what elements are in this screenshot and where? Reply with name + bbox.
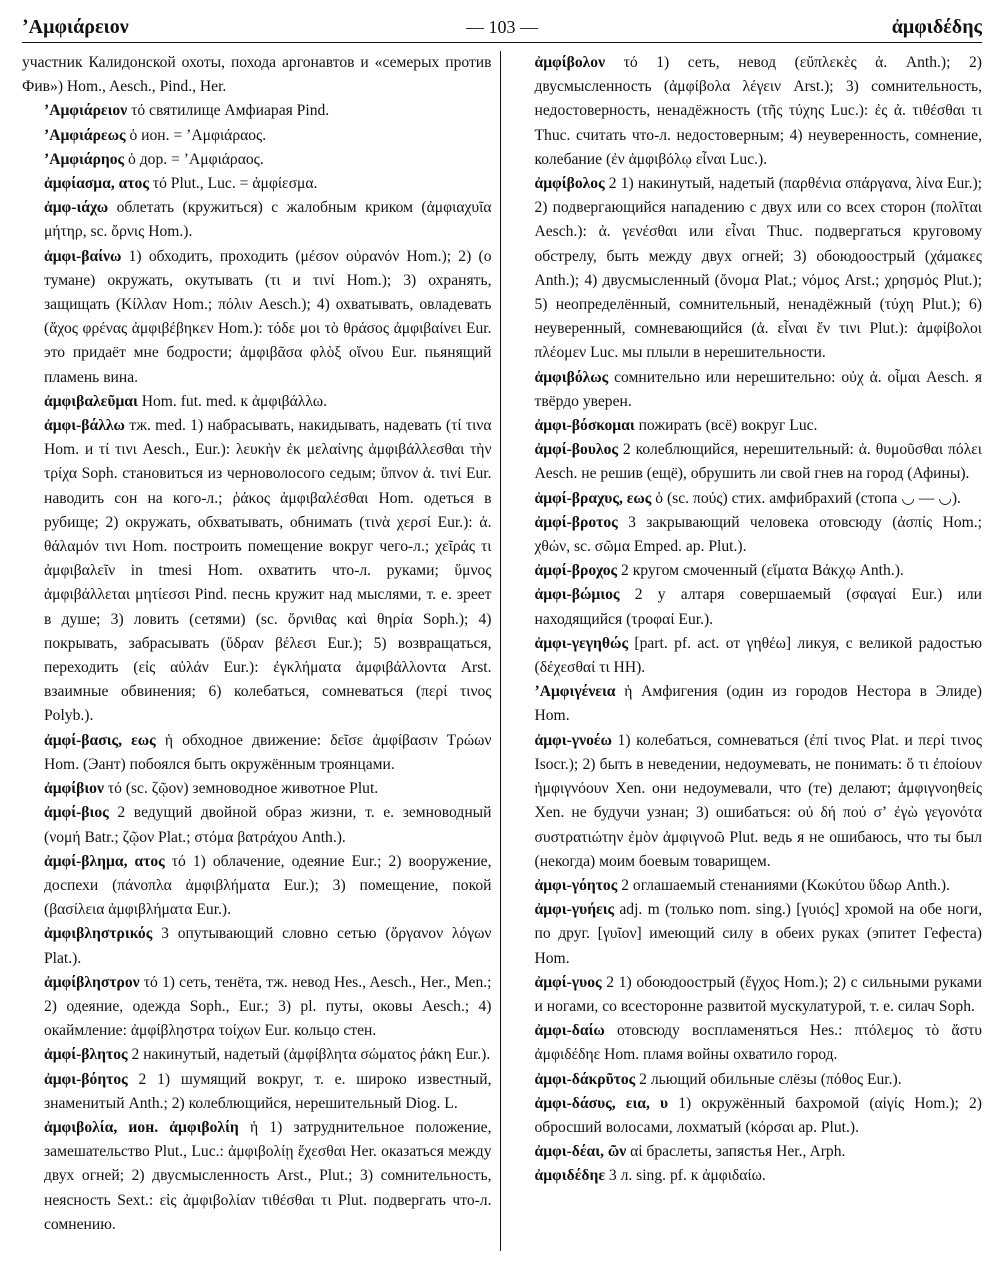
entry-headword: ἀμφί-βροχος [534, 562, 618, 580]
dictionary-entry [513, 438, 983, 486]
entry-definition: облетать (кружиться) с жалобным криком (ἀμφιαχυῖα μήτηρ, sc. ὄρνις Hom.). [44, 199, 492, 241]
dictionary-entry [513, 511, 983, 559]
dictionary-entry [22, 801, 492, 849]
entry-headword: ἀμφι-δαίω [534, 1022, 605, 1040]
entry-definition: 2 накинутый, надетый (ἀμφίβλητα σώματος ῥάκη Eur.). [127, 1046, 491, 1064]
dictionary-entry [22, 1116, 492, 1237]
entry-headword: ἀμφι-γνοέω [534, 731, 612, 749]
dictionary-entry [22, 971, 492, 1044]
entry-definition: участник Калидонской охоты, похода аргонавтов и «семерых против Фив») Hom., Aesch., Pind., Her. [22, 54, 492, 96]
entry-headword: ἀμφιβληστρικός [44, 925, 153, 943]
entry-definition: 2 оглашаемый стенаниями (Κωκύτου ὕδωρ Anth.). [617, 876, 950, 894]
entry-definition: 1) колебаться, сомневаться (ἐπί τινος Plat. и περί τινος Isocr.); 2) быть в неведении, недоумевать, не понимать: ὅ τι ἐποίουν ἠμφιγνόουν Xen. они недоумевали, что (те) делают; ἀμφιγνοηθείς Xen. не будучи узнан; 3) ошибаться: οὐ δή πού σʼ ἐγὼ γεγονότα συστρατιώτην ἐμὸν ἀμφιγνοῶ Plut. ведь я не ошибаюсь, что ты был (некогда) моим боевым товарищем. [534, 731, 982, 870]
dictionary-entry [513, 874, 983, 898]
dictionary-entry [22, 850, 492, 923]
entry-definition: Hom. fut. med. к ἀμφιβάλλω. [137, 392, 328, 410]
entry-headword: ἀμφι-βάλλω [44, 417, 125, 435]
columns [22, 51, 982, 1251]
entry-definition: 2 1) накинутый, надетый (παρθένια σπάργανα, λίνα Eur.); 2) подвергающийся нападению с двух или со всех сторон (πολῖται Aesch.): ἀ. γενέσθαι или εἶναι Thuc. подвергаться круговому обстрелу, быть между двух огней; 3) обоюдоострый (χάμακες Anth.); 4) двусмысленный (ὄνομα Plat.; νόμος Arst.; χρησμός Plut.); 5) неопределённый, сомнительный, ненадёжный (τύχη Plut.); 6) неуверенный, сомневающийся (ἀ. εἶναι ἔν τινι Plut.): ἀμφίβολοι πλέομεν Luc. мы плыли в нерешительности. [534, 175, 982, 362]
dictionary-entry [22, 99, 492, 123]
entry-headword: ἀμφιβολία, ион. ἀμφιβολίη [44, 1118, 239, 1136]
entry-headword: ἀμφί-βραχυς, εως [534, 489, 652, 507]
entry-headword: ἀμφι-γυήεις [534, 901, 615, 919]
entry-definition: ὁ ион. = ʼΑμφιάραος. [125, 126, 267, 144]
entry-definition: ἡ Амфигения (один из городов Нестора в Элиде) Hom. [534, 683, 982, 725]
entry-headword: ἀμφίβολον [534, 54, 606, 71]
entry-definition: сомнительно или нерешительно: οὐχ ἀ. οἶμαι Aesch. я твёрдо уверен. [534, 368, 982, 410]
entry-headword: ἀμφί-βλημα, ατος [44, 852, 165, 870]
entry-definition: τό 1) сеть, невод (εὔπλεκὲς ἀ. Anth.); 2) двусмысленность (ἀμφίβολα λέγειν Arst.); 3) сомнительность, недостоверность, ненадёжность (τῆς τύχης Luc.): ἐς ἀ. τιθέσθαι τι Thuc. считать что-л. недостоверным; 4) неуверенность, сомнение, колебание (ἐν ἀμφιβόλῳ εἶναι Luc.). [534, 54, 982, 168]
entry-headword: ἀμφι-βόσκομαι [534, 417, 635, 435]
dictionary-entry [513, 172, 983, 366]
entry-headword: ʼΑμφιάρειον [44, 102, 128, 120]
entry-definition: 1) окружённый бахромой (αἰγίς Hom.); 2) обросший волосами, лохматый (κόρσαι ap. Plut.). [534, 1094, 982, 1136]
entry-definition: [part. pf. act. от γηθέω] ликуя, с великой радостью (δέχεσθαί τι HH). [534, 634, 982, 677]
dictionary-entry [513, 51, 983, 172]
dictionary-entry [513, 971, 983, 1019]
dictionary-entry [513, 680, 983, 728]
dictionary-entry [22, 196, 492, 244]
entry-definition: 2 колеблющийся, нерешительный: ἀ. θυμοῦσθαι πόλει Aesch. не решив (ещё), обрушить ли свой гнев на город (Афины). [534, 441, 982, 483]
dictionary-entry [513, 1019, 983, 1067]
entry-definition: τό (sc. ζῷον) земноводное животное Plut. [103, 780, 379, 798]
entry-definition: τό 1) сеть, тенёта, тж. невод Hes., Aesch., Her., Men.; 2) одеяние, одежда Soph., Eur.; 3) pl. путы, оковы Aesch.; 4) окаймление: ἀμφίβληστρα τοίχων Eur. кольцо стен. [44, 973, 492, 1040]
entry-headword: ἀμφί-βασις, εως [44, 731, 156, 749]
dictionary-entry [513, 1092, 983, 1140]
entry-definition: τό Plut., Luc. = ἀμφίεσμα. [148, 175, 318, 193]
entry-definition: ἡ 1) затруднительное положение, замешательство Plut., Luc.: ἀμφιβολίῃ ἔχεσθαι Her. оказаться между двух огней; 2) двусмысленность Arst., Plut.; 3) сомнительность, неясность Sext.: εἰς ἀμφιβολίαν τιθέσθαι τι Plut. подвергать что-л. сомнению. [44, 1118, 492, 1233]
entry-headword: ἀμφι-γόητος [534, 876, 618, 894]
entry-headword: ἀμφι-δάσυς, εια, υ [534, 1094, 669, 1112]
entry-headword: ἀμφ-ιάχω [44, 199, 109, 217]
entry-headword: ἀμφί-βροτος [534, 513, 618, 531]
entry-headword: ʼΑμφιγένεια [534, 683, 616, 701]
left-column [22, 51, 500, 1251]
dictionary-entry [22, 390, 492, 414]
entry-headword: ἀμφίβιον [44, 780, 104, 798]
entry-headword: ἀμφίβληστρον [44, 973, 140, 991]
entry-headword: ἀμφι-βόητος [44, 1070, 128, 1088]
entry-definition: 3 закрывающий человека отовсюду (ἀσπίς Hom.; χθών, sc. σῶμα Emped. ap. Plut.). [534, 513, 982, 556]
entry-headword: ἀμφίβολος [534, 175, 605, 193]
dictionary-entry [22, 245, 492, 390]
dictionary-entry [513, 487, 983, 511]
entry-definition: 3 л. sing. pf. к ἀμφιδαίω. [604, 1167, 766, 1185]
entry-definition: αἱ браслеты, запястья Her., Arph. [626, 1143, 846, 1161]
entry-headword: ἀμφι-βώμιος [534, 586, 620, 604]
page-number: — 103 — [466, 17, 538, 37]
dictionary-entry [513, 898, 983, 971]
dictionary-entry [22, 414, 492, 729]
entry-headword: ʼΑμφιάρεως [44, 126, 126, 144]
entry-definition: 2 1) обоюдоострый (ἔγχος Hom.); 2) с сильными руками и ногами, со всесторонне развитой мускулатурой, т. е. силач Soph. [534, 973, 982, 1015]
dictionary-entry [22, 1043, 492, 1067]
entry-definition: 2 у алтаря совершаемый (σφαγαί Eur.) или находящийся (τροφαί Eur.). [534, 586, 982, 628]
entry-definition: 2 1) шумящий вокруг, т. е. широко известный, знаменитый Anth.; 2) колеблющийся, нерешительный Diog. L. [44, 1070, 492, 1112]
dictionary-entry [22, 922, 492, 970]
right-column [501, 51, 983, 1251]
entry-headword: ἀμφι-γεγηθώς [534, 634, 629, 652]
entry-headword: ἀμφι-βαίνω [44, 247, 122, 265]
dictionary-entry [22, 777, 492, 801]
header-right-guideword: ἀμφιδέδης [891, 16, 982, 38]
dictionary-entry [22, 51, 492, 99]
dictionary-entry [22, 1068, 492, 1116]
entry-headword: ἀμφίασμα, ατος [44, 175, 149, 193]
entry-definition: 1) обходить, проходить (μέσον οὐρανόν Hom.); 2) (о тумане) окружать, окутывать (τι и τινί Hom.); 3) охранять, защищать (Κίλλαν Hom.; πόλιν Aesch.); 4) охватывать, овладевать (ἄχος φρένας ἀμφιβέβηκεν Hom.): τόδε μοι τὸ θράσος ἀμφιβαίνει Eur. это придаёт мне бодрости; ἀμφιβᾶσα φλὸξ οἴνου Eur. пьянящий пламень вина. [44, 247, 492, 386]
dictionary-entry [513, 1068, 983, 1092]
dictionary-entry [513, 366, 983, 414]
entry-headword: ἀμφιβαλεῦμαι [44, 392, 138, 410]
entry-definition: тж. med. 1) набрасывать, накидывать, надевать (τί τινα Hom. и τί τινι Aesch., Eur.): λευκὴν ἐκ μελαίνης ἀμφιβάλλεσθαι τὴν τρίχα Soph. становиться из черноволосого седым; ὕπνον ἀ. τινί Eur. наводить сон на кого-л.; ῥάκος ἀμφιβαλέσθαι Hom. одеться в рубище; 2) окружать, обхватывать, обнимать (τινὰ χερσί Eur.): ἀ. θάλαμόν τινι Hom. построить помещение вокруг чего-л.; χεῖράς τι ἀμφιβαλεῖν in tmesi Hom. охватить что-л. руками; ὕμνος ἀμφιβάλλεται μητίεσσι Pind. песнь кружит над мыслями, т. е. зреет в душе; 3) ловить (сетями) (sc. ὄρνιθας καὶ θηρία Soph.); 4) покрывать, забрасывать (ὕδραν βέλεσι Eur.); 5) возвращаться, переходить (εἰς αὐλάν Eur.): ἐγκλήματα ἀμφιβάλλοντα Arst. взаимные обвинения; 6) колебаться, сомневаться (περί τινος Polyb.). [44, 417, 492, 725]
entry-definition: 2 льющий обильные слёзы (πόθος Eur.). [635, 1070, 902, 1088]
entry-headword: ἀμφί-γυος [534, 973, 602, 991]
dictionary-entry [22, 124, 492, 148]
dictionary-entry [22, 172, 492, 196]
entry-headword: ἀμφί-βουλος [534, 441, 618, 459]
header-left-guideword: ʼΑμφιάρειον [22, 16, 129, 38]
page-header [22, 12, 982, 43]
entry-headword: ʼΑμφιάρηος [44, 150, 125, 168]
entry-definition: 2 ведущий двойной образ жизни, т. е. земноводный (νομή Batr.; ζῷον Plat.; στόμα βατράχου Anth.). [44, 804, 492, 846]
dictionary-entry [513, 583, 983, 631]
dictionary-entry [513, 632, 983, 680]
dictionary-entry [513, 729, 983, 874]
entry-headword: ἀμφί-βιος [44, 804, 109, 822]
dictionary-entry [513, 1140, 983, 1164]
dictionary-entry [513, 1164, 983, 1188]
dictionary-entry [513, 414, 983, 438]
entry-definition: ὁ (sc. πούς) стих. амфибрахий (стопа ◡ — ◡). [651, 489, 961, 507]
entry-headword: ἀμφιβόλως [534, 368, 609, 386]
entry-definition: пожирать (всё) вокруг Luc. [634, 417, 818, 435]
dictionary-entry [22, 729, 492, 777]
dictionary-entry [513, 559, 983, 583]
entry-definition: τό святилище Амфиарая Pind. [127, 102, 330, 120]
dictionary-entry [22, 148, 492, 172]
entry-definition: отовсюду воспламеняться Hes.: πτόλεμος τὸ ἄστυ ἀμφιδέδηε Hom. пламя войны охватило город. [534, 1022, 982, 1064]
entry-headword: ἀμφιδέδηε [534, 1167, 605, 1185]
entry-definition: τό 1) облачение, одеяние Eur.; 2) вооружение, доспехи (πάνοπλα ἀμφιβλήματα Eur.); 3) помещение, покой (βασίλεια ἀμφιβλήματα Eur.). [44, 852, 492, 919]
entry-headword: ἀμφι-δέαι, ῶν [534, 1143, 627, 1161]
entry-headword: ἀμφι-δάκρῦτος [534, 1070, 636, 1088]
entry-definition: ἡ обходное движение: δεῖσε ἀμφίβασιν Τρώων Hom. (Эант) побоялся быть окружённым троянцами. [44, 731, 492, 773]
entry-definition: ὁ дор. = ʼΑμφιάραος. [124, 150, 264, 168]
entry-headword: ἀμφί-βλητος [44, 1046, 128, 1064]
entry-definition: adj. m (только nom. sing.) [γυιός] хромой на обе ноги, по друг. [γυῖον] имеющий силу в обеих руках (эпитет Гефеста) Hom. [534, 901, 982, 967]
entry-definition: 2 кругом смоченный (εἵματα Βάκχῳ Anth.). [617, 562, 904, 580]
entry-definition: 3 опутывающий словно сетью (ὄργανον λόγων Plat.). [44, 925, 492, 967]
